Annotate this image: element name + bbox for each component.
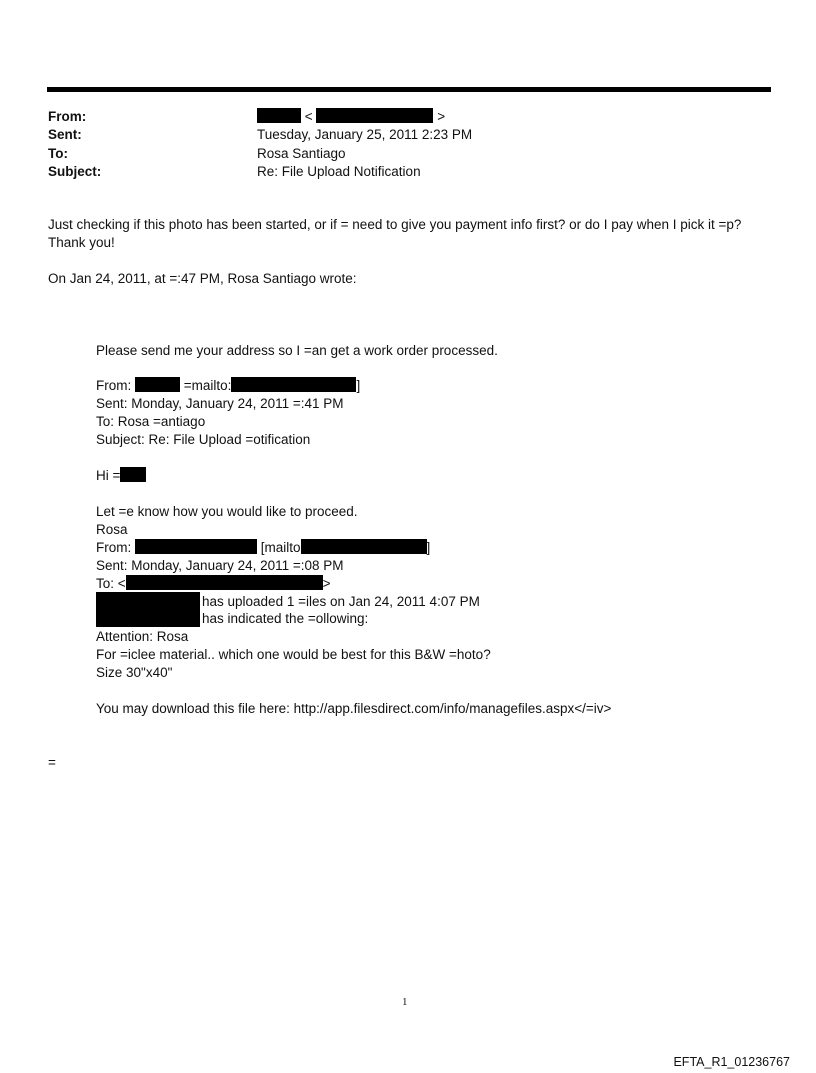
- redacted-name: [135, 377, 180, 392]
- to-value: Rosa Santiago: [257, 146, 346, 161]
- redacted-email: [301, 539, 427, 554]
- quoted-subject: Subject: Re: File Upload =otification: [96, 432, 311, 447]
- redacted-name: [257, 108, 301, 123]
- page-number: 1: [402, 996, 408, 1008]
- redacted-name: [120, 467, 146, 482]
- redacted-email: [126, 575, 323, 590]
- document-page: From: < > Sent: Tuesday, January 25, 2011 2:23 PM To: Rosa Santiago Subject: Re: File Upload Notification Just checking if this photo has been started, or if = need to give you payment info first? or do I pay when I pick it =p? Thank you! On Jan 24, 2011, at =:47 PM, Rosa Santiago wrote: Please send me your address so I =an get a work order processed. From: =mailto: ] Sent: Monday, January 24, 2011 =:41 PM To: Rosa =antiago Subject: Re: File Upload =otification Hi = Let =e know how you would like to proceed. Rosa From: [mailto ] Sent: Monday, January 24, 2011 =:08 PM To: < > has uploaded 1 =iles on Jan 24, 2011 4:07 PM has indicated the =ollowing: Attention: Rosa For =iclee material.. which one would be best for this B&W =hoto? Size 30"x40" You may download this file here: http://app.filesdirect.com/info/managefiles.aspx</=iv> = 1 EFTA_R1_01236767: [0, 0, 816, 1073]
- quoted-to2-line: To: < >: [96, 576, 331, 591]
- body-line-2: Thank you!: [48, 235, 115, 250]
- from-label: From:: [48, 109, 87, 124]
- header-rule: [47, 87, 771, 92]
- quoted-greeting: Hi =: [96, 467, 146, 485]
- sent-value: Tuesday, January 25, 2011 2:23 PM: [257, 127, 473, 142]
- document-id: EFTA_R1_01236767: [673, 1055, 790, 1069]
- body-line-1: Just checking if this photo has been started, or if = need to give you payment info first? or do I pay when I pick it =p?: [48, 217, 742, 232]
- sent-label: Sent:: [48, 127, 82, 142]
- redacted-email: [231, 377, 356, 392]
- redacted-name: [135, 539, 257, 554]
- trailer-char: =: [48, 755, 56, 770]
- quoted-request: Please send me your address so I =an get a work order processed.: [96, 343, 498, 358]
- quoted-size: Size 30"x40": [96, 665, 173, 680]
- redacted-email: [316, 108, 433, 123]
- quoted-from-line: From: =mailto: ]: [96, 378, 361, 393]
- body-line-3: On Jan 24, 2011, at =:47 PM, Rosa Santiago wrote:: [48, 271, 357, 286]
- subject-value: Re: File Upload Notification: [257, 164, 421, 179]
- quoted-download: You may download this file here: http://app.filesdirect.com/info/managefiles.aspx</=iv>: [96, 701, 612, 716]
- redacted-name-block: [96, 592, 200, 627]
- quoted-signature: Rosa: [96, 522, 128, 537]
- quoted-let-know: Let =e know how you would like to proceed.: [96, 504, 358, 519]
- quoted-from2-line: From: [mailto ]: [96, 540, 431, 555]
- quoted-sent: Sent: Monday, January 24, 2011 =:41 PM: [96, 396, 344, 411]
- quoted-uploaded: has uploaded 1 =iles on Jan 24, 2011 4:07 PM: [202, 594, 480, 609]
- quoted-question: For =iclee material.. which one would be best for this B&W =hoto?: [96, 647, 491, 662]
- quoted-attention: Attention: Rosa: [96, 629, 189, 644]
- quoted-sent2: Sent: Monday, January 24, 2011 =:08 PM: [96, 558, 344, 573]
- quoted-indicated: has indicated the =ollowing:: [202, 611, 369, 626]
- subject-label: Subject:: [48, 164, 102, 179]
- to-label: To:: [48, 146, 68, 161]
- quoted-to: To: Rosa =antiago: [96, 414, 206, 429]
